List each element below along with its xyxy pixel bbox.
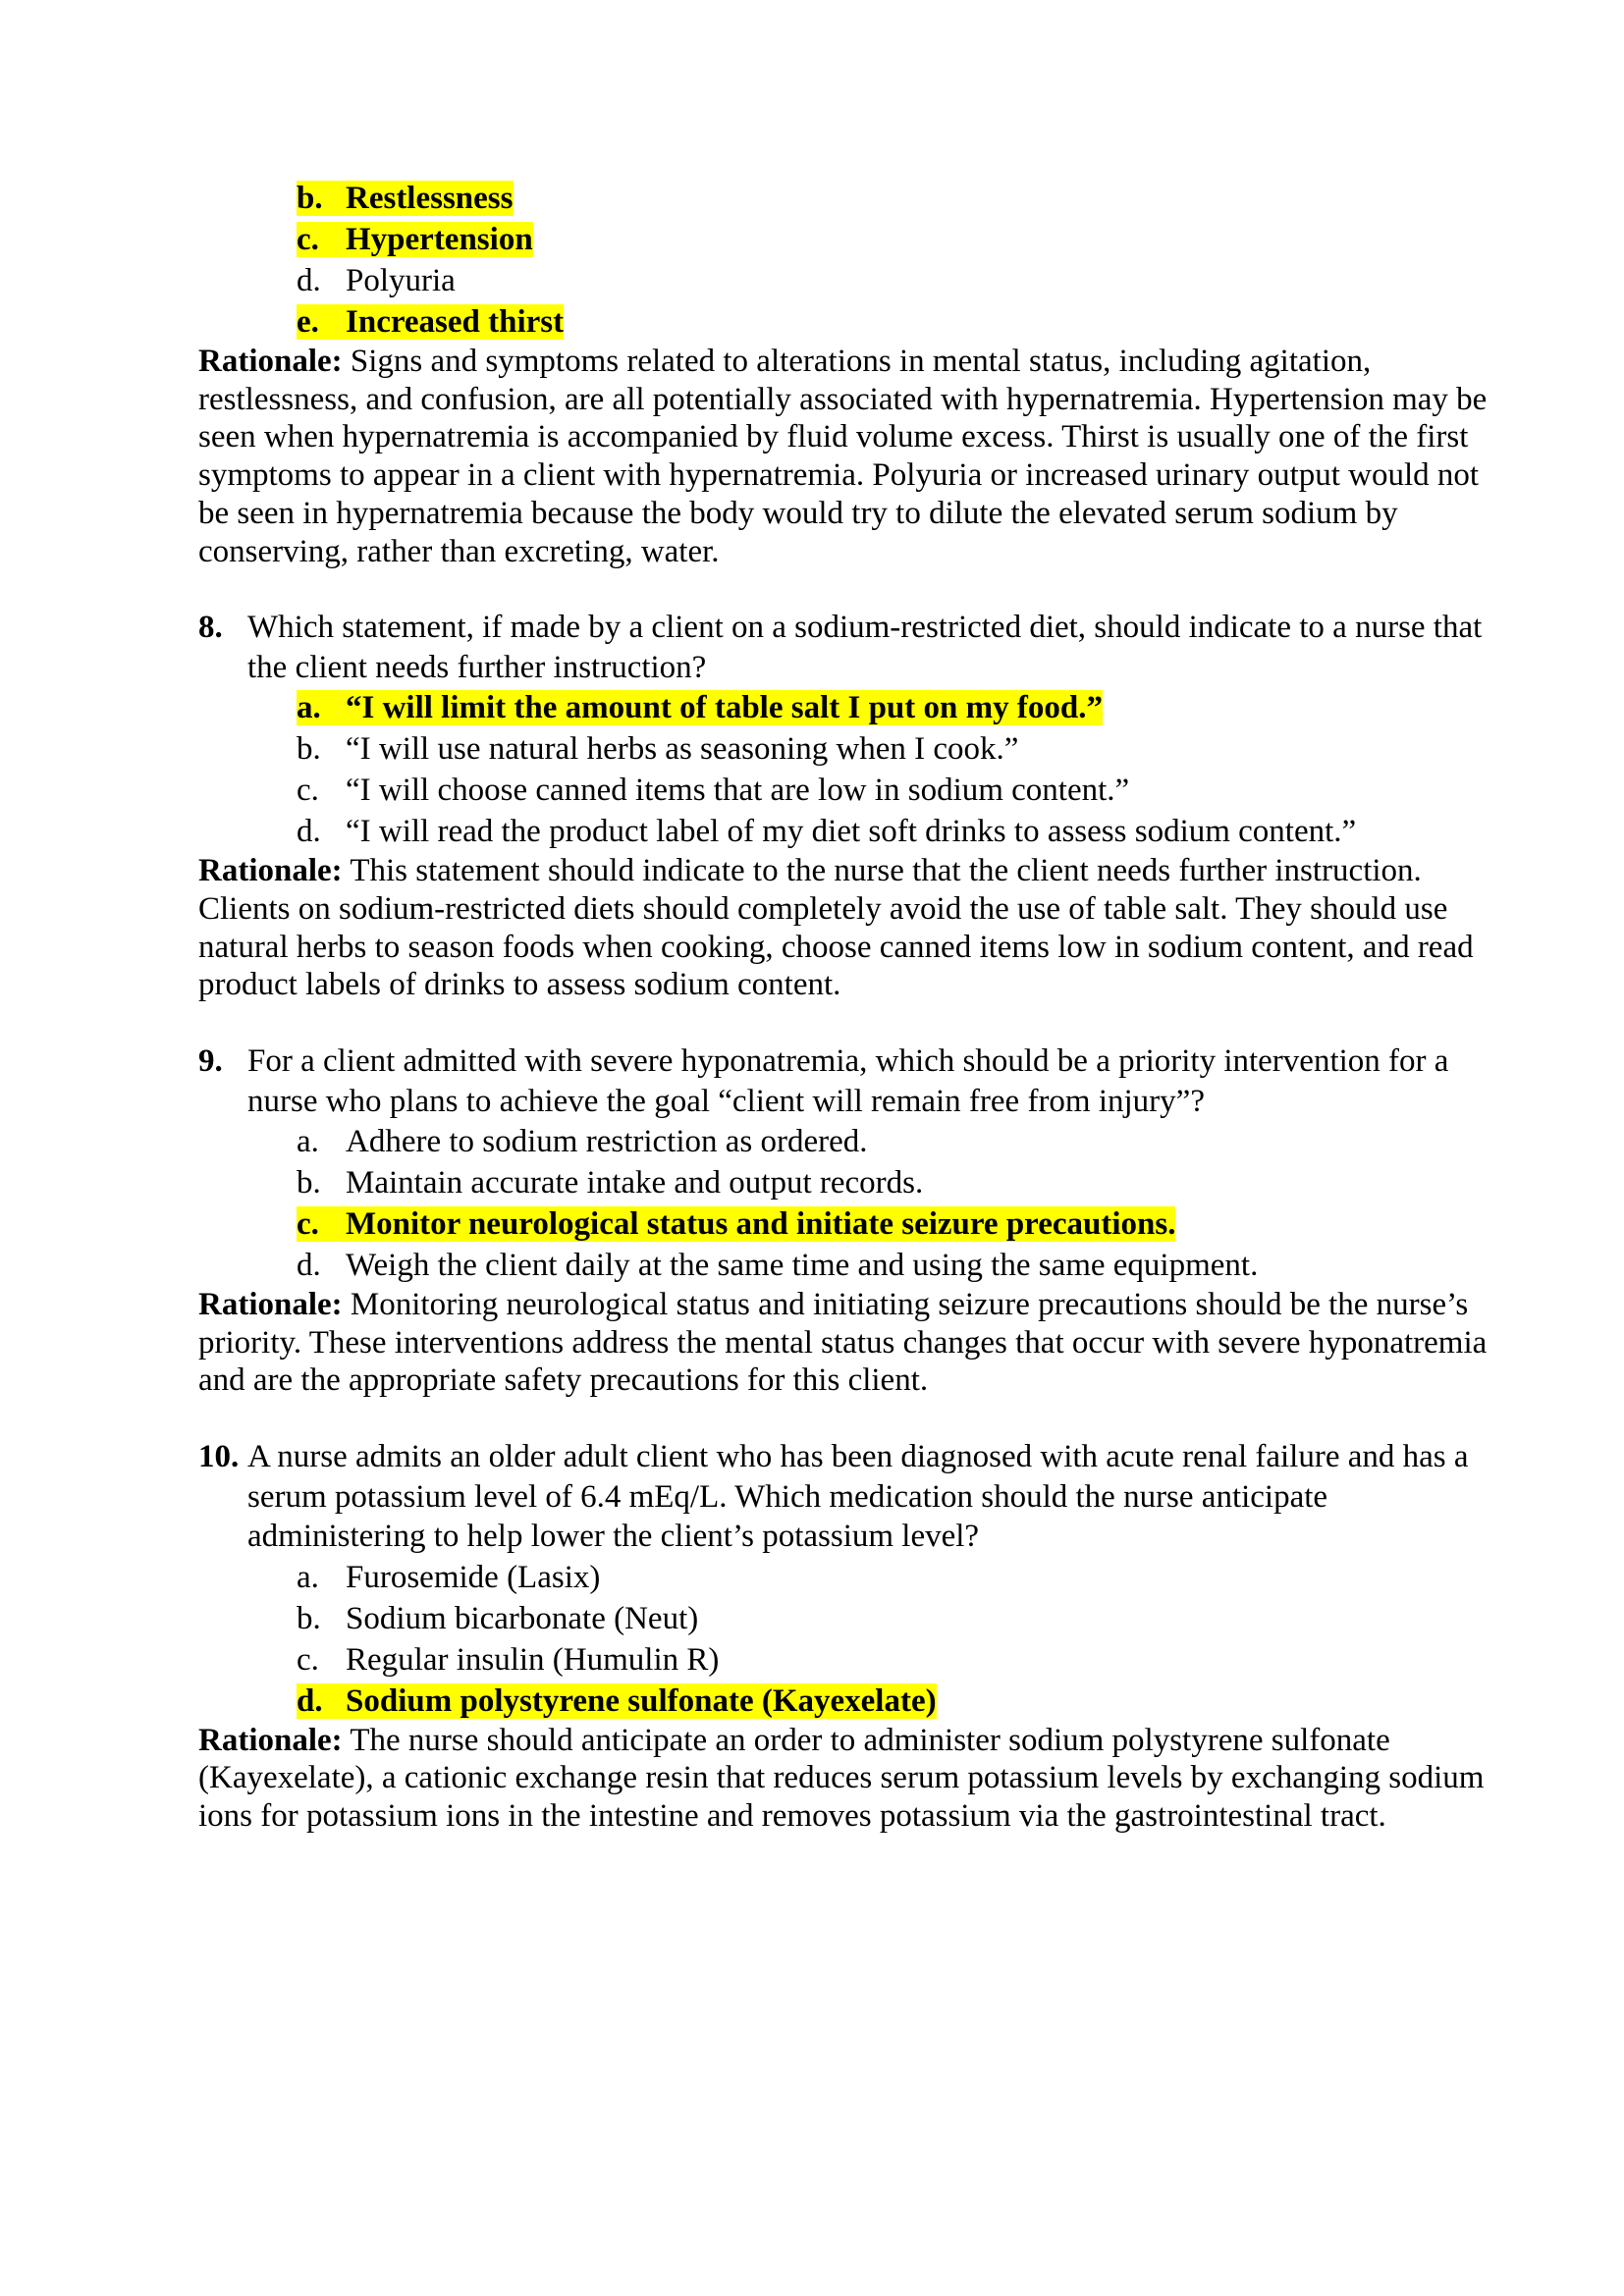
- option-text: Furosemide (Lasix): [346, 1559, 601, 1595]
- option-body: [297, 814, 1356, 849]
- question-section: [198, 1437, 1494, 1836]
- rationale: [198, 852, 1494, 1004]
- option-body: [297, 731, 1018, 767]
- option-letter: d.: [297, 1248, 321, 1284]
- question-section: [198, 178, 1494, 570]
- option-body: [297, 773, 1129, 808]
- option-letter: b.: [297, 1600, 321, 1636]
- rationale-text: This statement should indicate to the nurse that the client needs further instruction. Clients on sodium-restricted diets should completely avoid the use of table salt. They should use natural herbs to season foods when cooking, choose canned items low in sodium content, and read product labels of drinks to assess sodium content.: [198, 853, 1474, 1003]
- option-letter: b.: [297, 1165, 321, 1201]
- rationale: [198, 1286, 1494, 1400]
- question-section: [198, 608, 1494, 1004]
- answer-option: [297, 1245, 1494, 1286]
- rationale-text: Signs and symptoms related to alterations in mental status, including agitation, restlessness, and confusion, are all potentially associated with hypernatremia. Hypertension may be seen when hypernatremia is accompanied by fluid volume excess. Thirst is usually one of the first symptoms to appear in a client with hypernatremia. Polyuria or increased urinary output would not be seen in hypernatremia because the body would try to dilute the elevated serum sodium by conserving, rather than excreting, water.: [198, 344, 1488, 569]
- option-body: [297, 1248, 1258, 1283]
- rationale-label: Rationale:: [198, 1722, 343, 1758]
- option-letter: c.: [297, 1206, 319, 1243]
- option-text: “I will use natural herbs as seasoning when I cook.”: [346, 731, 1019, 768]
- question: [198, 608, 1494, 687]
- answer-option: [297, 1598, 1494, 1639]
- rationale-text: Monitoring neurological status and initiating seizure precautions should be the nurse’s priority. These interventions address the mental status changes that occur with severe hyponatremia and are the appropriate safety precautions for this client.: [198, 1287, 1488, 1399]
- option-text: “I will read the product label of my diet soft drinks to assess sodium content.”: [346, 814, 1357, 850]
- option-letter: c.: [297, 222, 319, 257]
- option-letter: b.: [297, 731, 321, 768]
- option-text: Increased thirst: [346, 304, 565, 340]
- option-text: “I will limit the amount of table salt I put on my food.”: [346, 690, 1103, 726]
- option-body: [297, 1601, 698, 1636]
- option-letter: b.: [297, 181, 323, 216]
- option-text: Sodium bicarbonate (Neut): [346, 1600, 699, 1636]
- option-text: Monitor neurological status and initiate seizure precautions.: [346, 1206, 1176, 1243]
- option-letter: a.: [297, 1559, 319, 1595]
- question-number: 9.: [198, 1043, 223, 1080]
- option-body: [297, 1165, 923, 1201]
- answer-option-correct: [297, 687, 1494, 728]
- answer-options: [198, 178, 1494, 343]
- question: [198, 1041, 1494, 1121]
- answer-options: [198, 1557, 1494, 1722]
- rationale: [198, 343, 1494, 570]
- question-text: For a client admitted with severe hyponatremia, which should be a priority intervention for a nurse who plans to achieve the goal “client will remain free from injury”?: [247, 1043, 1449, 1119]
- option-letter: c.: [297, 1641, 319, 1678]
- question: [198, 1437, 1494, 1557]
- answer-options: [198, 1121, 1494, 1286]
- answer-option: [297, 260, 1494, 301]
- question-number: 8.: [198, 610, 223, 646]
- question-text: Which statement, if made by a client on a sodium-restricted diet, should indicate to a nurse that the client needs further instruction?: [247, 610, 1483, 685]
- highlight: [297, 304, 564, 340]
- question-number: 10.: [198, 1439, 240, 1475]
- highlight: [297, 181, 514, 216]
- answer-option-correct: [297, 301, 1494, 343]
- option-text: Regular insulin (Humulin R): [346, 1641, 720, 1678]
- option-letter: d.: [297, 263, 321, 298]
- answer-option: [297, 1639, 1494, 1681]
- answer-options: [198, 687, 1494, 852]
- answer-option: [297, 811, 1494, 852]
- rationale-label: Rationale:: [198, 344, 343, 379]
- option-letter: e.: [297, 304, 319, 340]
- option-letter: c.: [297, 773, 319, 809]
- answer-option: [297, 1162, 1494, 1203]
- rationale-text: The nurse should anticipate an order to administer sodium polystyrene sulfonate (Kayexelate), a cationic exchange resin that reduces serum potassium levels by exchanging sodium ions for potassium ions in the intestine and removes potassium via the gastrointestinal tract.: [198, 1722, 1485, 1835]
- option-text: Sodium polystyrene sulfonate (Kayexelate): [346, 1682, 937, 1719]
- highlight: [297, 222, 533, 257]
- option-text: Maintain accurate intake and output records.: [346, 1165, 924, 1201]
- question-text: A nurse admits an older adult client who has been diagnosed with acute renal failure and has a serum potassium level of 6.4 mEq/L. Which medication should the nurse anticipate administering to help lower the client’s potassium level?: [247, 1439, 1469, 1555]
- answer-option: [297, 1121, 1494, 1162]
- question-section: [198, 1041, 1494, 1400]
- answer-option-correct: [297, 1203, 1494, 1245]
- rationale: [198, 1722, 1494, 1836]
- rationale-label: Rationale:: [198, 853, 343, 889]
- answer-option: [297, 728, 1494, 770]
- option-text: Restlessness: [346, 181, 514, 216]
- highlight: [297, 1683, 937, 1719]
- option-letter: a.: [297, 690, 321, 726]
- option-body: [297, 263, 456, 298]
- answer-option-correct: [297, 178, 1494, 219]
- answer-option: [297, 770, 1494, 811]
- answer-option: [297, 1557, 1494, 1598]
- option-letter: d.: [297, 1682, 323, 1719]
- option-letter: d.: [297, 814, 321, 850]
- highlight: [297, 1206, 1175, 1242]
- answer-option-correct: [297, 219, 1494, 260]
- option-body: [297, 1560, 600, 1595]
- rationale-label: Rationale:: [198, 1287, 343, 1323]
- option-text: Polyuria: [346, 263, 456, 298]
- option-text: Hypertension: [346, 222, 533, 257]
- option-text: Weigh the client daily at the same time and using the same equipment.: [346, 1248, 1259, 1284]
- option-body: [297, 1124, 868, 1159]
- answer-option-correct: [297, 1681, 1494, 1722]
- option-text: “I will choose canned items that are low in sodium content.”: [346, 773, 1130, 809]
- highlight: [297, 690, 1103, 725]
- option-text: Adhere to sodium restriction as ordered.: [346, 1124, 868, 1160]
- option-body: [297, 1642, 719, 1678]
- option-letter: a.: [297, 1124, 319, 1160]
